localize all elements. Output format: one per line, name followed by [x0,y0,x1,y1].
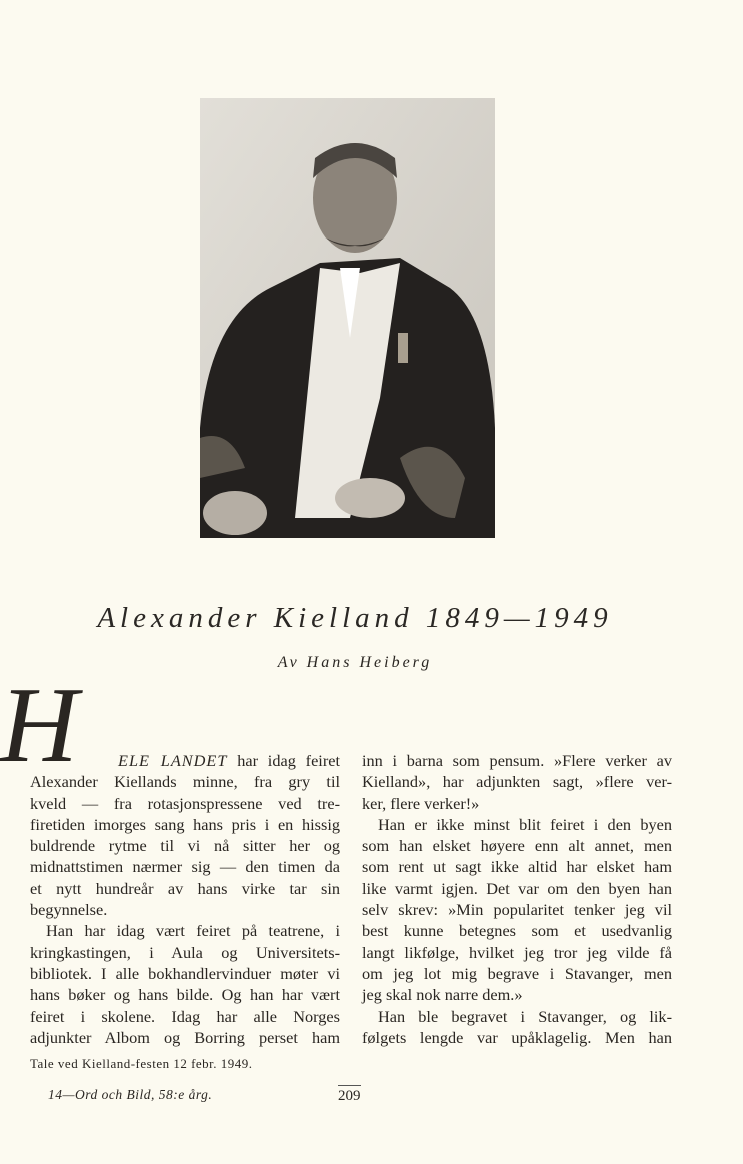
text-column-left [30,750,340,1048]
text-line: ker, flere verker!» [362,793,480,813]
text-line: feiret i skolene. Idag har alle Norges [30,1006,340,1026]
text-line: Han ble begravet i Stavanger, og lik- [378,1006,672,1026]
text-line: buldrende rytme til vi nå sitter her og [30,836,340,856]
text-line: inn i barna som pensum. »Flere verker av [362,751,672,770]
portrait-photo [200,98,495,538]
text-line: langt likfølge, hvilket jeg tror jeg vilde få [362,942,672,962]
text-line: firetiden imorges sang hans pris i en hissig [30,814,340,834]
text-line: midnattstimen nærmer sig — den timen da [30,857,340,877]
text-line: om jeg lot mig begrave i Stavanger, men [362,963,672,983]
lead-caps: ELE LANDET [118,751,228,770]
text-line [30,750,340,771]
text-line: like varmt igjen. Det var om den byen han [362,878,672,898]
text-line: hans bøker og hans bilde. Og han har vært [30,985,340,1005]
drop-cap: H [0,666,78,785]
text-span: har idag feiret [227,751,341,770]
article-title: Alexander Kielland 1849—1949 [97,602,613,634]
text-line: best kunne betegnes som et usedvanlig [362,921,672,941]
text-column-right [362,750,672,1048]
text-line: bibliotek. I alle bokhandlervinduer møter vi [30,963,340,983]
text-line: begynnelse. [30,900,108,920]
text-line: Alexander Kiellands minne, fra gry til [30,772,340,792]
footnote: Tale ved Kielland-festen 12 febr. 1949. [30,1056,253,1071]
article-byline: Av Hans Heiberg [277,654,433,671]
text-line: selv skrev: »Min popularitet tenker jeg vil [362,900,672,920]
text-line: følgets lengde var upåklagelig. Men han [362,1027,672,1047]
text-line: Han er ikke minst blit feiret i den byen [378,814,672,834]
footer-source: 14—Ord och Bild, 58:e årg. [48,1087,213,1102]
text-line: adjunkter Albom og Borring perset ham [30,1027,340,1047]
text-line: jeg skal nok narre dem.» [362,985,523,1005]
text-line: et nytt hundreår av hans virke tar sin [30,878,340,898]
text-line: kveld — fra rotasjonspressene ved tre- [30,793,340,813]
text-line: Han har idag vært feiret på teatrene, i [46,921,340,941]
text-line: Kielland», har adjunkten sagt, »flere ver- [362,772,672,792]
page-number: 209 [338,1085,361,1105]
text-line: som han elsket høyere enn alt annet, men [362,836,672,856]
text-line: som rent ut sagt ikke altid har elsket ham [362,857,672,877]
text-line: kringkastingen, i Aula og Universitets- [30,942,340,962]
